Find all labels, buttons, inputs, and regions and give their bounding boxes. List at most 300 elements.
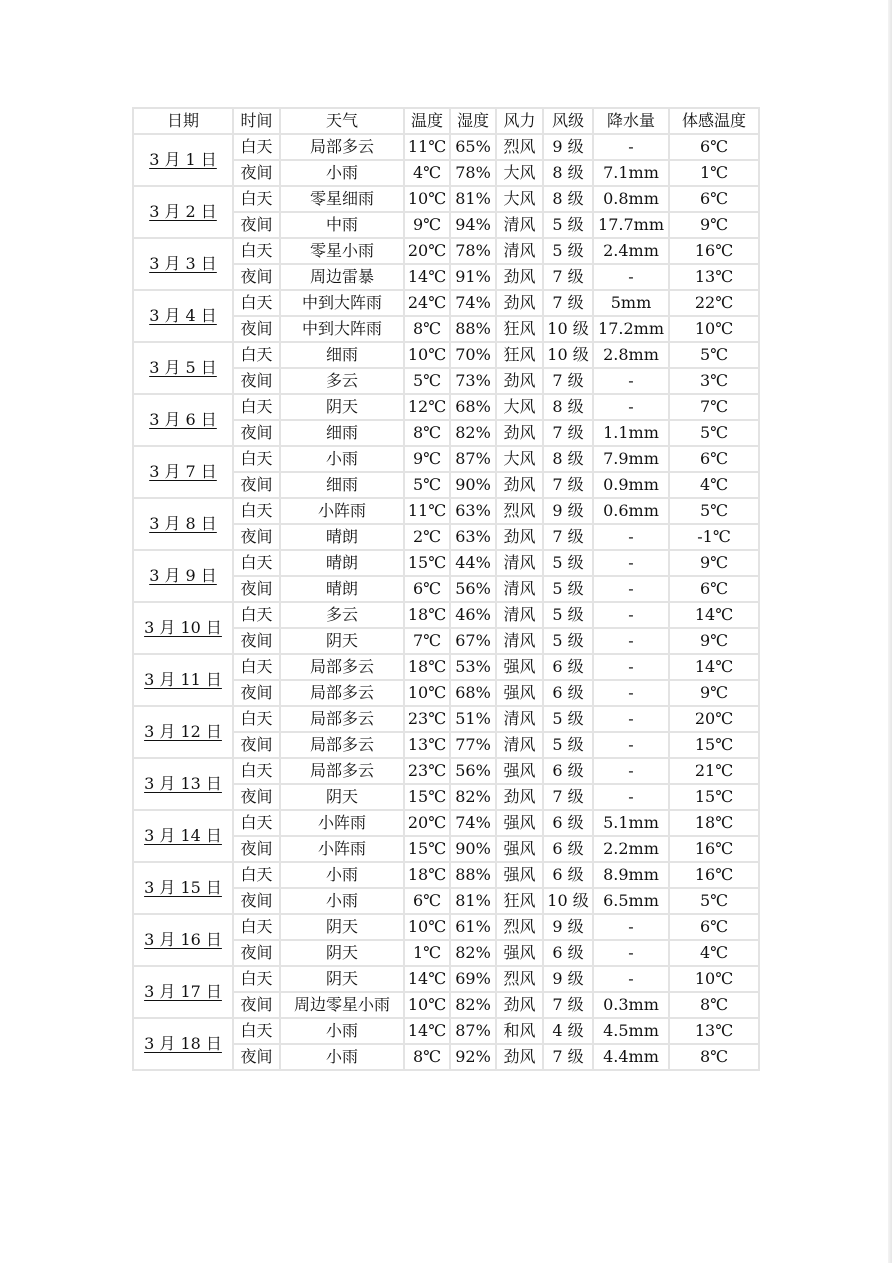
weather-cell: 晴朗 [280, 524, 404, 550]
temperature-cell: 1℃ [404, 940, 450, 966]
feels-like-cell: 10℃ [669, 966, 759, 992]
date-link[interactable]: 3 月 11 日 [144, 670, 222, 689]
date-cell [133, 394, 233, 446]
wind-level-cell: 5 级 [543, 212, 593, 238]
table-row [133, 446, 759, 472]
wind-level-cell: 9 级 [543, 914, 593, 940]
wind-level-cell: 5 级 [543, 238, 593, 264]
wind-level-cell: 6 级 [543, 940, 593, 966]
feels-like-cell: 16℃ [669, 238, 759, 264]
weather-cell: 小雨 [280, 446, 404, 472]
wind-level-cell: 5 级 [543, 628, 593, 654]
date-cell [133, 238, 233, 290]
humidity-cell: 90% [450, 472, 496, 498]
temperature-cell: 13℃ [404, 732, 450, 758]
weather-cell: 局部多云 [280, 134, 404, 160]
date-cell [133, 290, 233, 342]
wind-level-cell: 7 级 [543, 992, 593, 1018]
temperature-cell: 18℃ [404, 654, 450, 680]
feels-like-cell: 13℃ [669, 264, 759, 290]
wind-cell: 狂风 [496, 342, 543, 368]
temperature-cell: 8℃ [404, 316, 450, 342]
precipitation-cell: 2.4mm [593, 238, 669, 264]
feels-like-cell: 6℃ [669, 446, 759, 472]
temperature-cell: 6℃ [404, 888, 450, 914]
humidity-cell: 81% [450, 186, 496, 212]
precipitation-cell: 4.4mm [593, 1044, 669, 1070]
humidity-cell: 87% [450, 446, 496, 472]
wind-level-cell: 6 级 [543, 680, 593, 706]
wind-level-cell: 8 级 [543, 446, 593, 472]
weather-cell: 晴朗 [280, 576, 404, 602]
precipitation-cell: - [593, 602, 669, 628]
humidity-cell: 74% [450, 810, 496, 836]
wind-cell: 大风 [496, 160, 543, 186]
wind-cell: 大风 [496, 186, 543, 212]
precipitation-cell: 0.8mm [593, 186, 669, 212]
date-link[interactable]: 3 月 15 日 [144, 878, 222, 897]
weather-cell: 小雨 [280, 1018, 404, 1044]
temperature-cell: 20℃ [404, 810, 450, 836]
time-cell: 白天 [233, 966, 280, 992]
wind-cell: 清风 [496, 212, 543, 238]
wind-level-cell: 10 级 [543, 342, 593, 368]
wind-cell: 劲风 [496, 290, 543, 316]
wind-level-cell: 6 级 [543, 654, 593, 680]
weather-cell: 小阵雨 [280, 498, 404, 524]
precipitation-cell: - [593, 654, 669, 680]
weather-cell: 阴天 [280, 628, 404, 654]
time-cell: 夜间 [233, 160, 280, 186]
humidity-cell: 46% [450, 602, 496, 628]
table-row [133, 966, 759, 992]
feels-like-cell: 1℃ [669, 160, 759, 186]
temperature-cell: 15℃ [404, 784, 450, 810]
temperature-cell: 14℃ [404, 264, 450, 290]
wind-level-cell: 7 级 [543, 1044, 593, 1070]
wind-cell: 强风 [496, 758, 543, 784]
time-cell: 夜间 [233, 316, 280, 342]
wind-level-cell: 7 级 [543, 290, 593, 316]
humidity-cell: 82% [450, 940, 496, 966]
time-cell: 夜间 [233, 1044, 280, 1070]
wind-level-cell: 6 级 [543, 758, 593, 784]
weather-cell: 小阵雨 [280, 810, 404, 836]
precipitation-cell: - [593, 134, 669, 160]
weather-cell: 中到大阵雨 [280, 290, 404, 316]
wind-cell: 强风 [496, 810, 543, 836]
table-row [133, 654, 759, 680]
humidity-cell: 82% [450, 420, 496, 446]
temperature-cell: 9℃ [404, 212, 450, 238]
wind-level-cell: 9 级 [543, 498, 593, 524]
weather-cell: 局部多云 [280, 680, 404, 706]
wind-level-cell: 7 级 [543, 524, 593, 550]
wind-level-cell: 5 级 [543, 576, 593, 602]
time-cell: 白天 [233, 186, 280, 212]
temperature-cell: 18℃ [404, 602, 450, 628]
table-body [133, 134, 759, 1070]
temperature-cell: 7℃ [404, 628, 450, 654]
date-cell [133, 602, 233, 654]
wind-cell: 劲风 [496, 420, 543, 446]
wind-cell: 劲风 [496, 1044, 543, 1070]
weather-cell: 零星小雨 [280, 238, 404, 264]
temperature-cell: 20℃ [404, 238, 450, 264]
date-cell [133, 654, 233, 706]
wind-cell: 烈风 [496, 134, 543, 160]
table-row [133, 706, 759, 732]
time-cell: 白天 [233, 498, 280, 524]
feels-like-cell: 5℃ [669, 498, 759, 524]
humidity-cell: 65% [450, 134, 496, 160]
table-row [133, 134, 759, 160]
time-cell: 白天 [233, 654, 280, 680]
wind-level-cell: 5 级 [543, 550, 593, 576]
feels-like-cell: 5℃ [669, 888, 759, 914]
precipitation-cell: - [593, 394, 669, 420]
weather-cell: 中雨 [280, 212, 404, 238]
time-cell: 白天 [233, 290, 280, 316]
date-cell [133, 966, 233, 1018]
time-cell: 夜间 [233, 576, 280, 602]
temperature-cell: 9℃ [404, 446, 450, 472]
wind-level-cell: 5 级 [543, 706, 593, 732]
humidity-cell: 68% [450, 394, 496, 420]
humidity-cell: 74% [450, 290, 496, 316]
humidity-cell: 53% [450, 654, 496, 680]
weather-cell: 小阵雨 [280, 836, 404, 862]
humidity-cell: 77% [450, 732, 496, 758]
time-cell: 夜间 [233, 992, 280, 1018]
date-link[interactable]: 3 月 7 日 [149, 462, 217, 481]
precipitation-cell: - [593, 264, 669, 290]
humidity-cell: 67% [450, 628, 496, 654]
precipitation-cell: - [593, 940, 669, 966]
temperature-cell: 24℃ [404, 290, 450, 316]
time-cell: 白天 [233, 914, 280, 940]
time-cell: 夜间 [233, 940, 280, 966]
feels-like-cell: 5℃ [669, 420, 759, 446]
header-humidity: 湿度 [450, 108, 496, 134]
weather-cell: 阴天 [280, 966, 404, 992]
wind-cell: 烈风 [496, 914, 543, 940]
weather-cell: 零星细雨 [280, 186, 404, 212]
temperature-cell: 10℃ [404, 680, 450, 706]
weather-cell: 小雨 [280, 888, 404, 914]
date-link[interactable]: 3 月 6 日 [149, 410, 217, 429]
feels-like-cell: 18℃ [669, 810, 759, 836]
date-link[interactable]: 3 月 9 日 [149, 566, 217, 585]
precipitation-cell: 0.9mm [593, 472, 669, 498]
feels-like-cell: 5℃ [669, 342, 759, 368]
date-cell [133, 134, 233, 186]
wind-level-cell: 9 级 [543, 134, 593, 160]
time-cell: 白天 [233, 810, 280, 836]
date-cell [133, 342, 233, 394]
precipitation-cell: - [593, 368, 669, 394]
humidity-cell: 88% [450, 316, 496, 342]
temperature-cell: 15℃ [404, 836, 450, 862]
temperature-cell: 10℃ [404, 914, 450, 940]
wind-cell: 狂风 [496, 316, 543, 342]
precipitation-cell: - [593, 758, 669, 784]
feels-like-cell: 9℃ [669, 550, 759, 576]
time-cell: 白天 [233, 706, 280, 732]
weather-cell: 局部多云 [280, 732, 404, 758]
time-cell: 夜间 [233, 368, 280, 394]
precipitation-cell: - [593, 550, 669, 576]
wind-cell: 清风 [496, 706, 543, 732]
feels-like-cell: 14℃ [669, 654, 759, 680]
precipitation-cell: - [593, 680, 669, 706]
time-cell: 夜间 [233, 628, 280, 654]
wind-level-cell: 7 级 [543, 472, 593, 498]
feels-like-cell: 22℃ [669, 290, 759, 316]
table-row [133, 290, 759, 316]
wind-cell: 强风 [496, 940, 543, 966]
wind-level-cell: 6 级 [543, 836, 593, 862]
date-link[interactable]: 3 月 13 日 [144, 774, 222, 793]
humidity-cell: 91% [450, 264, 496, 290]
feels-like-cell: 4℃ [669, 940, 759, 966]
header-time: 时间 [233, 108, 280, 134]
time-cell: 夜间 [233, 732, 280, 758]
wind-cell: 烈风 [496, 498, 543, 524]
wind-level-cell: 7 级 [543, 784, 593, 810]
feels-like-cell: 15℃ [669, 732, 759, 758]
date-cell [133, 498, 233, 550]
time-cell: 夜间 [233, 212, 280, 238]
time-cell: 白天 [233, 394, 280, 420]
feels-like-cell: 9℃ [669, 680, 759, 706]
temperature-cell: 11℃ [404, 498, 450, 524]
weather-cell: 局部多云 [280, 706, 404, 732]
wind-cell: 清风 [496, 732, 543, 758]
header-temperature: 温度 [404, 108, 450, 134]
date-link[interactable]: 3 月 1 日 [149, 150, 217, 169]
table-row [133, 758, 759, 784]
time-cell: 夜间 [233, 888, 280, 914]
humidity-cell: 82% [450, 992, 496, 1018]
temperature-cell: 23℃ [404, 706, 450, 732]
date-cell [133, 706, 233, 758]
time-cell: 夜间 [233, 524, 280, 550]
humidity-cell: 61% [450, 914, 496, 940]
precipitation-cell: 0.6mm [593, 498, 669, 524]
precipitation-cell: - [593, 784, 669, 810]
wind-level-cell: 8 级 [543, 160, 593, 186]
feels-like-cell: 9℃ [669, 628, 759, 654]
feels-like-cell: 4℃ [669, 472, 759, 498]
time-cell: 夜间 [233, 680, 280, 706]
wind-level-cell: 7 级 [543, 420, 593, 446]
humidity-cell: 88% [450, 862, 496, 888]
precipitation-cell: - [593, 706, 669, 732]
weather-cell: 周边零星小雨 [280, 992, 404, 1018]
wind-level-cell: 10 级 [543, 316, 593, 342]
feels-like-cell: 13℃ [669, 1018, 759, 1044]
date-link[interactable]: 3 月 14 日 [144, 826, 222, 845]
weather-cell: 细雨 [280, 342, 404, 368]
table-row [133, 498, 759, 524]
wind-cell: 强风 [496, 862, 543, 888]
temperature-cell: 6℃ [404, 576, 450, 602]
temperature-cell: 10℃ [404, 342, 450, 368]
time-cell: 白天 [233, 446, 280, 472]
wind-cell: 劲风 [496, 992, 543, 1018]
wind-cell: 清风 [496, 602, 543, 628]
humidity-cell: 68% [450, 680, 496, 706]
wind-level-cell: 6 级 [543, 810, 593, 836]
date-link[interactable]: 3 月 16 日 [144, 930, 222, 949]
temperature-cell: 10℃ [404, 992, 450, 1018]
wind-level-cell: 4 级 [543, 1018, 593, 1044]
feels-like-cell: 21℃ [669, 758, 759, 784]
wind-cell: 劲风 [496, 784, 543, 810]
date-cell [133, 446, 233, 498]
temperature-cell: 23℃ [404, 758, 450, 784]
temperature-cell: 4℃ [404, 160, 450, 186]
precipitation-cell: 4.5mm [593, 1018, 669, 1044]
feels-like-cell: 7℃ [669, 394, 759, 420]
wind-cell: 狂风 [496, 888, 543, 914]
humidity-cell: 94% [450, 212, 496, 238]
temperature-cell: 5℃ [404, 472, 450, 498]
weather-cell: 晴朗 [280, 550, 404, 576]
wind-cell: 大风 [496, 394, 543, 420]
weather-cell: 阴天 [280, 784, 404, 810]
humidity-cell: 82% [450, 784, 496, 810]
temperature-cell: 8℃ [404, 420, 450, 446]
date-link[interactable]: 3 月 4 日 [149, 306, 217, 325]
feels-like-cell: -1℃ [669, 524, 759, 550]
header-weather: 天气 [280, 108, 404, 134]
humidity-cell: 44% [450, 550, 496, 576]
weather-table [132, 107, 760, 1071]
precipitation-cell: - [593, 524, 669, 550]
precipitation-cell: 7.1mm [593, 160, 669, 186]
wind-cell: 劲风 [496, 524, 543, 550]
date-link[interactable]: 3 月 10 日 [144, 618, 222, 637]
table-row [133, 550, 759, 576]
header-wind-level: 风级 [543, 108, 593, 134]
time-cell: 白天 [233, 758, 280, 784]
weather-cell: 周边雷暴 [280, 264, 404, 290]
feels-like-cell: 6℃ [669, 134, 759, 160]
date-link[interactable]: 3 月 8 日 [149, 514, 217, 533]
feels-like-cell: 6℃ [669, 914, 759, 940]
humidity-cell: 78% [450, 160, 496, 186]
precipitation-cell: 1.1mm [593, 420, 669, 446]
feels-like-cell: 6℃ [669, 186, 759, 212]
feels-like-cell: 20℃ [669, 706, 759, 732]
precipitation-cell: 17.2mm [593, 316, 669, 342]
table-row [133, 862, 759, 888]
precipitation-cell: 2.8mm [593, 342, 669, 368]
table-row [133, 186, 759, 212]
table-row [133, 914, 759, 940]
wind-level-cell: 8 级 [543, 394, 593, 420]
weather-cell: 细雨 [280, 420, 404, 446]
wind-cell: 清风 [496, 550, 543, 576]
humidity-cell: 90% [450, 836, 496, 862]
time-cell: 白天 [233, 862, 280, 888]
temperature-cell: 15℃ [404, 550, 450, 576]
precipitation-cell: 2.2mm [593, 836, 669, 862]
date-cell [133, 810, 233, 862]
table-row [133, 602, 759, 628]
time-cell: 夜间 [233, 420, 280, 446]
feels-like-cell: 16℃ [669, 862, 759, 888]
feels-like-cell: 6℃ [669, 576, 759, 602]
feels-like-cell: 9℃ [669, 212, 759, 238]
precipitation-cell: 8.9mm [593, 862, 669, 888]
precipitation-cell: 6.5mm [593, 888, 669, 914]
humidity-cell: 73% [450, 368, 496, 394]
feels-like-cell: 3℃ [669, 368, 759, 394]
humidity-cell: 56% [450, 576, 496, 602]
time-cell: 白天 [233, 238, 280, 264]
table-row [133, 810, 759, 836]
humidity-cell: 87% [450, 1018, 496, 1044]
date-cell [133, 186, 233, 238]
weather-cell: 多云 [280, 368, 404, 394]
date-link[interactable]: 3 月 2 日 [149, 202, 217, 221]
humidity-cell: 63% [450, 498, 496, 524]
time-cell: 白天 [233, 1018, 280, 1044]
date-cell [133, 862, 233, 914]
weather-cell: 细雨 [280, 472, 404, 498]
feels-like-cell: 8℃ [669, 1044, 759, 1070]
wind-level-cell: 5 级 [543, 602, 593, 628]
temperature-cell: 2℃ [404, 524, 450, 550]
time-cell: 白天 [233, 602, 280, 628]
header-feels-like: 体感温度 [669, 108, 759, 134]
humidity-cell: 70% [450, 342, 496, 368]
wind-cell: 大风 [496, 446, 543, 472]
date-cell [133, 550, 233, 602]
humidity-cell: 56% [450, 758, 496, 784]
header-wind: 风力 [496, 108, 543, 134]
header-date: 日期 [133, 108, 233, 134]
precipitation-cell: 5mm [593, 290, 669, 316]
table-row [133, 394, 759, 420]
temperature-cell: 14℃ [404, 1018, 450, 1044]
wind-level-cell: 6 级 [543, 862, 593, 888]
humidity-cell: 78% [450, 238, 496, 264]
date-link[interactable]: 3 月 17 日 [144, 982, 222, 1001]
feels-like-cell: 8℃ [669, 992, 759, 1018]
feels-like-cell: 10℃ [669, 316, 759, 342]
date-link[interactable]: 3 月 5 日 [149, 358, 217, 377]
header-row [133, 108, 759, 134]
temperature-cell: 12℃ [404, 394, 450, 420]
weather-cell: 多云 [280, 602, 404, 628]
date-link[interactable]: 3 月 12 日 [144, 722, 222, 741]
wind-cell: 劲风 [496, 368, 543, 394]
humidity-cell: 81% [450, 888, 496, 914]
time-cell: 夜间 [233, 264, 280, 290]
weather-cell: 阴天 [280, 940, 404, 966]
wind-level-cell: 5 级 [543, 732, 593, 758]
time-cell: 夜间 [233, 472, 280, 498]
date-link[interactable]: 3 月 3 日 [149, 254, 217, 273]
wind-level-cell: 7 级 [543, 368, 593, 394]
table-row [133, 1018, 759, 1044]
date-link[interactable]: 3 月 18 日 [144, 1034, 222, 1053]
precipitation-cell: 0.3mm [593, 992, 669, 1018]
